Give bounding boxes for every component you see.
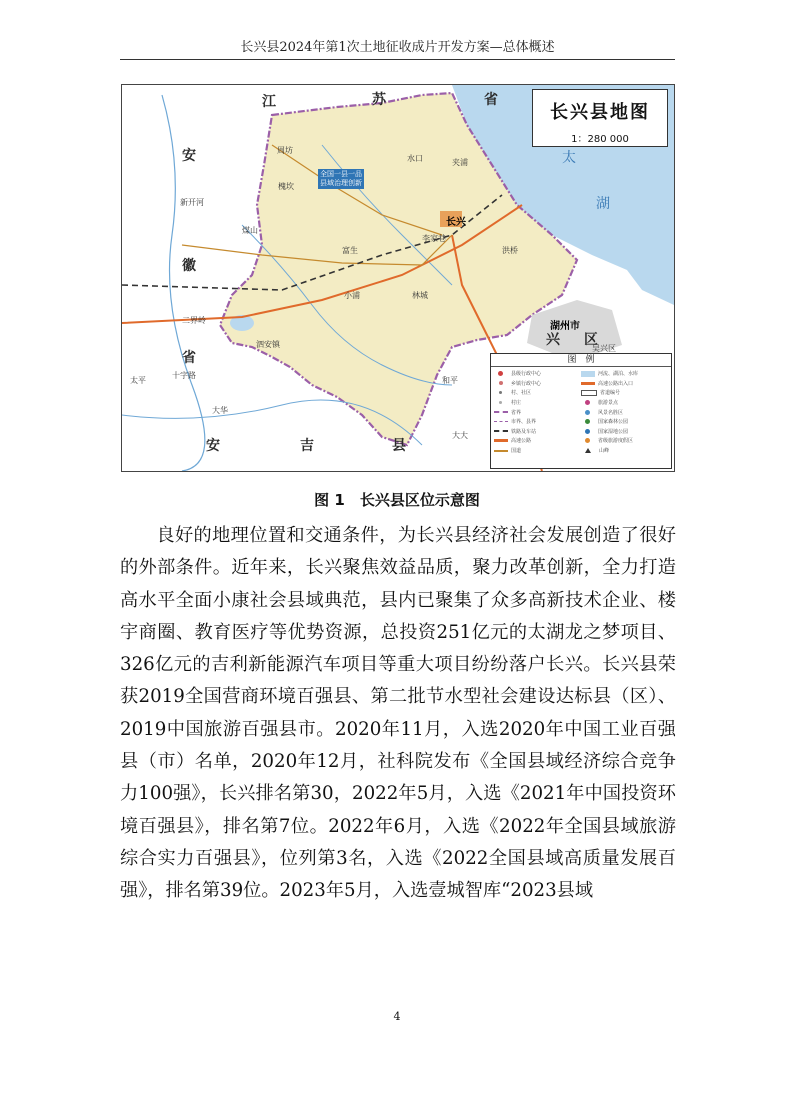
label-shuikou: 水口 (407, 154, 423, 163)
legend-item: 村、社区 (494, 388, 581, 398)
label-meishan: 煤山 (242, 226, 258, 235)
national-road-icon (494, 450, 508, 452)
label-jiapu: 夹浦 (452, 158, 468, 167)
label-sheng-north: 省 (484, 92, 498, 108)
legend-item: 国家湿地公园 (581, 427, 668, 437)
legend-item: 旅游景点 (581, 398, 668, 408)
legend-item: 风景名胜区 (581, 407, 668, 417)
legend-item: 市界、县界 (494, 417, 581, 427)
figure-caption: 图 1 长兴县区位示意图 (314, 491, 480, 509)
legend-item: 高速公路出入口 (581, 379, 668, 389)
exit-icon (581, 382, 595, 385)
legend-item: 乡镇行政中心 (494, 379, 581, 389)
label-zhoufang: 周坊 (277, 146, 293, 155)
legend-left-column (494, 369, 581, 455)
label-erjie: 二界岭 (182, 316, 206, 325)
scenic-area-icon (585, 410, 590, 415)
label-hongxing: 洪桥 (502, 246, 518, 255)
legend-item: 省道编号 (581, 388, 668, 398)
label-taiping: 太平 (130, 376, 146, 385)
legend-item: 山峰 (581, 446, 668, 456)
label-tai: 太 (562, 150, 576, 166)
county-center-icon (498, 371, 503, 376)
label-an-south: 安 (206, 438, 220, 454)
label-hui: 徽 (182, 258, 196, 274)
label-lincheng: 林城 (412, 291, 428, 300)
scenic-spot-icon (585, 400, 590, 405)
header-rule (120, 59, 675, 60)
label-huzhou: 湖州市 (550, 321, 580, 332)
label-dahua: 大华 (212, 406, 228, 415)
label-ji: 吉 (300, 438, 314, 454)
running-header: 长兴县2024年第1次土地征收成片开发方案—总体概述 (240, 40, 555, 55)
legend-title: 图 例 (491, 354, 671, 367)
legend-item: 铁路及车站 (494, 427, 581, 437)
label-helping: 和平 (442, 376, 458, 385)
town-center-icon (499, 381, 503, 385)
hamlet-icon (499, 401, 502, 404)
page-number: 4 (393, 1010, 401, 1023)
label-jiang: 江 (262, 94, 276, 110)
body-text (120, 520, 676, 908)
label-su: 苏 (372, 92, 386, 108)
label-dazai: 大大 (452, 431, 468, 440)
label-xinkaihe: 新开河 (180, 198, 204, 207)
water-icon (581, 371, 595, 377)
label-huaikan: 槐坎 (278, 182, 294, 191)
label-hu: 湖 (596, 196, 610, 212)
label-wuxing: 吴兴区 (592, 344, 616, 353)
peak-icon (585, 448, 591, 453)
label-changxing: 长兴 (446, 217, 466, 228)
forest-park-icon (585, 419, 590, 424)
railway-icon (494, 430, 508, 432)
map-scale: 1：280 000 (571, 134, 629, 145)
legend-item: 河流、湖泊、水库 (581, 369, 668, 379)
legend-item: 省界 (494, 407, 581, 417)
label-xiaopu: 小浦 (344, 291, 360, 300)
legend-item: 省级旅游度假区 (581, 436, 668, 446)
village-icon (499, 391, 502, 394)
road-number-icon (581, 390, 597, 396)
legend-item: 村庄 (494, 398, 581, 408)
label-qu: 区 (584, 332, 598, 348)
label-lijiaxiang: 李家巷 (422, 234, 446, 243)
label-sizhen: 泗安镇 (256, 340, 280, 349)
county-border-icon (494, 421, 508, 422)
map-title-box (532, 89, 668, 147)
province-border-icon (494, 411, 508, 413)
county-map (121, 84, 675, 472)
wetland-park-icon (585, 429, 590, 434)
legend-right-column (581, 369, 668, 455)
label-xian: 县 (392, 438, 406, 454)
legend-item: 国家森林公园 (581, 417, 668, 427)
label-xing: 兴 (546, 332, 560, 348)
label-fusheng: 富生 (342, 246, 358, 255)
legend-item: 国道 (494, 446, 581, 456)
body-paragraph: 良好的地理位置和交通条件，为长兴县经济社会发展创造了很好的外部条件。近年来，长兴聚焦效益品质，聚力改革创新，全力打造高水平全面小康社会县域典范，县内已聚集了众多高新技术企业、楼宇商圈、教育医疗等优势资源，总投资251亿元的太湖龙之梦项目、326亿元的吉利新能源汽车项目等重大项目纷纷落户长兴。长兴县荣获2019全国营商环境百强县、第二批节水型社会建设达标县（区）、2019中国旅游百强县市。2020年11月，入选2020年中国工业百强县（市）名单，2020年12月，社科院发布《全国县域经济综合竞争力100强》，长兴排名第30，2022年5月，入选《2021年中国投资环境百强县》，排名第7位。2022年6月，入选《2022年全国县域旅游综合实力百强县》，位列第3名，入选《2022全国县域高质量发展百强》，排名第39位。2023年5月，入选壹城智库“2023县域 (120, 525, 676, 902)
legend-item: 高速公路 (494, 436, 581, 446)
expressway-icon (494, 439, 508, 442)
label-an: 安 (182, 148, 196, 164)
map-legend (490, 353, 672, 469)
label-shizilu: 十字路 (172, 371, 196, 380)
label-sheng-west: 省 (182, 350, 196, 366)
legend-item: 县级行政中心 (494, 369, 581, 379)
resort-icon (585, 438, 590, 443)
project-label: 全国一县一品 县域治理创新 (320, 170, 362, 187)
map-title: 长兴县地图 (550, 102, 650, 123)
